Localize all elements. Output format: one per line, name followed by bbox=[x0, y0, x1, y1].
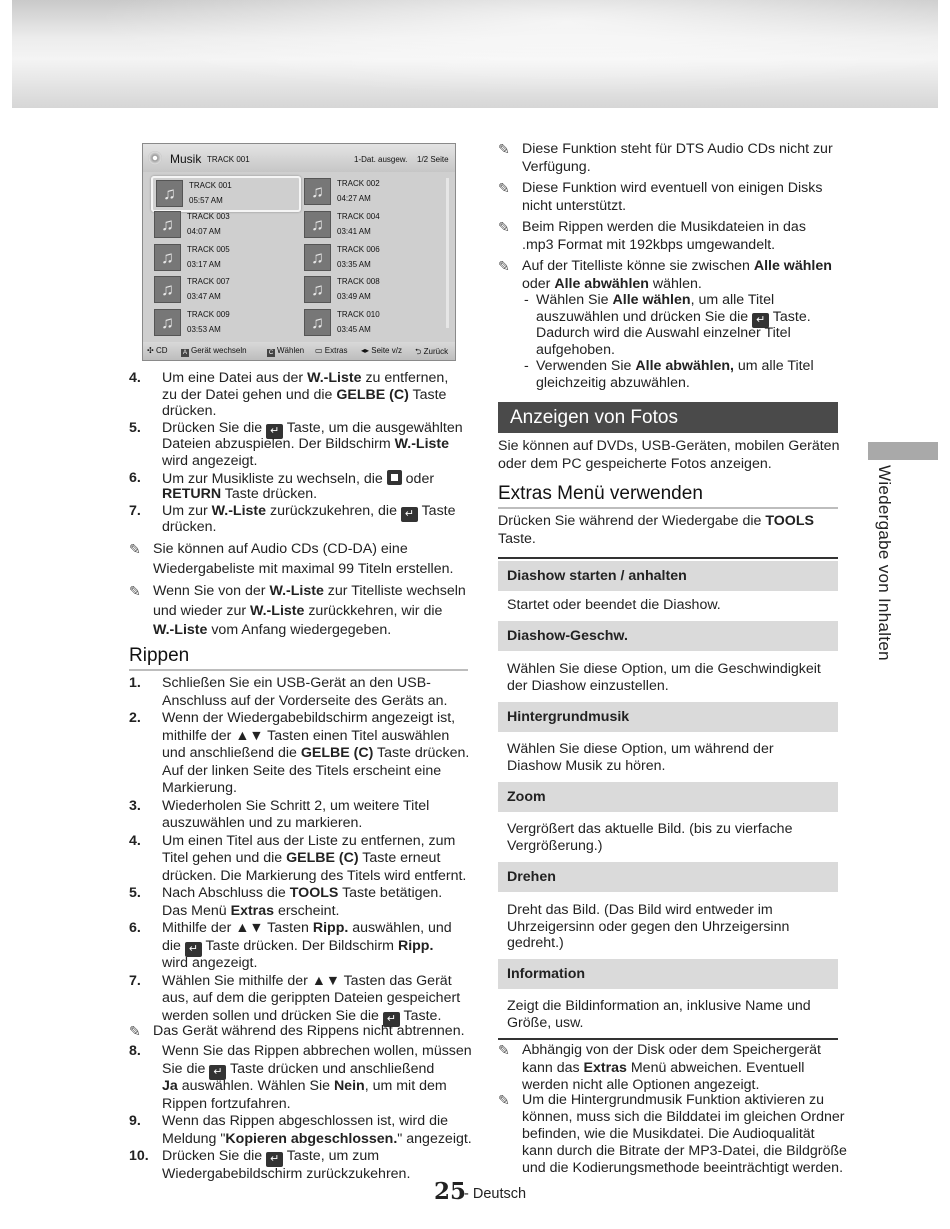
step-text: wird angezeigt. bbox=[162, 453, 258, 469]
screen-selected: 1-Dat. ausgew. bbox=[354, 155, 408, 164]
right-note: Beim Rippen werden die Musikdateien in das bbox=[522, 219, 806, 235]
step-number: 6. bbox=[129, 920, 141, 936]
rippen-step-text: Mithilfe der ▲▼ Tasten Ripp. auswählen, und bbox=[162, 920, 452, 936]
track-time: 03:53 AM bbox=[187, 325, 221, 335]
extras-title: Extras Menü verwenden bbox=[498, 483, 703, 504]
track-name: TRACK 009 bbox=[187, 310, 230, 320]
step-number: 10. bbox=[129, 1148, 149, 1164]
end-note-text: kann durch die Bitrate der MP3-Datei, die Bildgröße bbox=[522, 1143, 847, 1159]
track-time: 03:35 AM bbox=[337, 259, 371, 269]
rippen-step-text: werden sollen und drücken Sie die ↵ Taste. bbox=[162, 1007, 442, 1025]
music-note-icon: ♫ bbox=[304, 276, 331, 303]
enter-key-icon: ↵ bbox=[209, 1065, 226, 1080]
note-icon: ✎ bbox=[498, 219, 510, 235]
track-tile[interactable] bbox=[301, 274, 447, 306]
rippen-step-text: wird angezeigt. bbox=[162, 955, 258, 971]
step-number: 7. bbox=[129, 972, 141, 989]
table-row-desc: Vergrößert das aktuelle Bild. (bis zu vierfache bbox=[507, 821, 793, 837]
music-note-icon: ♫ bbox=[156, 180, 183, 207]
enter-key-icon: ↵ bbox=[266, 1152, 283, 1167]
table-row-header: Information bbox=[498, 959, 838, 989]
table-row-desc: Wählen Sie diese Option, um während der bbox=[507, 741, 774, 757]
note-text: W.-Liste vom Anfang wiedergegeben. bbox=[153, 622, 392, 638]
end-note-text: und die Kodierungsmethode beeinträchtigt werden. bbox=[522, 1160, 844, 1176]
step-number: 6. bbox=[129, 469, 141, 486]
footer-page: ◂▸ Seite v/z bbox=[361, 346, 402, 355]
track-name: TRACK 006 bbox=[337, 244, 380, 254]
step-text: Um zur Musikliste zu wechseln, die oder bbox=[162, 470, 435, 487]
section-banner: Anzeigen von Fotos bbox=[498, 402, 838, 433]
note-icon: ✎ bbox=[129, 583, 141, 599]
rippen-step-text: aus, auf dem die gerippten Dateien gespeichert bbox=[162, 990, 461, 1006]
track-tile[interactable] bbox=[151, 274, 297, 306]
side-label: Wiedergabe von Inhalten bbox=[875, 465, 894, 661]
music-note-icon: ♫ bbox=[304, 178, 331, 205]
track-time: 03:47 AM bbox=[187, 292, 221, 302]
rippen-step-text: Wiederholen Sie Schritt 2, um weitere Titel bbox=[162, 797, 430, 814]
track-tile[interactable] bbox=[301, 176, 447, 208]
rippen-step-text: Schließen Sie ein USB-Gerät an den USB- bbox=[162, 675, 431, 691]
rippen-step-text: auszuwählen und zu markieren. bbox=[162, 815, 363, 831]
right-note: Verfügung. bbox=[522, 159, 591, 175]
track-time: 04:27 AM bbox=[337, 194, 371, 203]
rippen-step-text: Wenn der Wiedergabebildschirm angezeigt ist, bbox=[162, 710, 456, 726]
table-row-desc: Vergrößerung.) bbox=[507, 837, 603, 854]
sub-note-text: Verwenden Sie Alle abwählen, um alle Titel bbox=[536, 358, 814, 374]
screen-footer bbox=[143, 342, 455, 360]
step-number: 5. bbox=[129, 419, 141, 436]
rippen-step-text: und anschließend die GELBE (C) Taste drücken. bbox=[162, 745, 470, 761]
track-name: TRACK 005 bbox=[187, 244, 230, 254]
step-text: zu der Datei gehen und die GELBE (C) Taste bbox=[162, 386, 447, 403]
note-icon: ✎ bbox=[129, 1023, 141, 1039]
table-row-header: Diashow-Geschw. bbox=[498, 621, 838, 651]
step-text: Um zur W.-Liste zurückzukehren, die ↵ Taste bbox=[162, 502, 456, 520]
track-time: 03:45 AM bbox=[337, 325, 371, 335]
dash-marker: - bbox=[524, 358, 529, 374]
rippen-step-text: Nach Abschluss die TOOLS Taste betätigen. bbox=[162, 885, 443, 901]
note-icon: ✎ bbox=[498, 1042, 510, 1058]
track-time: 03:41 AM bbox=[337, 226, 371, 236]
note-text: und wieder zur W.-Liste zurückkehren, wir die bbox=[153, 602, 443, 619]
screen-topbar bbox=[143, 144, 455, 172]
table-row-header: Drehen bbox=[498, 862, 838, 892]
table-row-desc: Uhrzeigersinn oder gegen den Uhrzeigersinn bbox=[507, 918, 790, 935]
note-icon: ✎ bbox=[498, 1092, 510, 1108]
track-time: 03:49 AM bbox=[337, 292, 371, 302]
track-time: 05:57 AM bbox=[189, 196, 223, 205]
right-note: Auf der Titelliste könne sie zwischen Alle wählen bbox=[522, 258, 832, 274]
rippen-step-text: Sie die ↵ Taste drücken und anschließend bbox=[162, 1060, 435, 1078]
track-name: TRACK 001 bbox=[189, 181, 232, 190]
step-number: 2. bbox=[129, 710, 141, 726]
note-icon: ✎ bbox=[498, 180, 510, 196]
step-number: 7. bbox=[129, 502, 141, 519]
dash-marker: - bbox=[524, 292, 529, 308]
note-icon: ✎ bbox=[129, 541, 141, 557]
step-number: 5. bbox=[129, 885, 141, 901]
screen-track: TRACK 001 bbox=[207, 155, 250, 164]
music-note-icon: ♫ bbox=[154, 309, 181, 336]
step-text: drücken. bbox=[162, 519, 217, 536]
music-note-icon: ♫ bbox=[304, 211, 331, 238]
rippen-step-text: Um einen Titel aus der Liste zu entfernen, zum bbox=[162, 832, 456, 849]
rippen-step-text: Drücken Sie die ↵ Taste, um zum bbox=[162, 1148, 380, 1165]
right-note: Diese Funktion wird eventuell von einigen Disks bbox=[522, 180, 823, 196]
track-grid bbox=[151, 176, 441, 338]
rippen-note: Das Gerät während des Rippens nicht abtrennen. bbox=[153, 1023, 465, 1039]
rippen-step-text: Rippen fortzufahren. bbox=[162, 1095, 291, 1112]
sub-note-text: auszuwählen und drücken Sie die ↵ Taste. bbox=[536, 308, 811, 326]
track-name: TRACK 007 bbox=[187, 277, 230, 287]
rippen-step-text: Wiedergabebildschirm zurückzukehren. bbox=[162, 1165, 411, 1182]
screen-title: Musik bbox=[170, 152, 202, 166]
footer-back: ⮌ Zurück bbox=[415, 347, 449, 356]
page-language: - Deutsch bbox=[464, 1186, 527, 1202]
table-row-desc: Wählen Sie diese Option, um die Geschwindigkeit bbox=[507, 661, 821, 677]
step-number: 4. bbox=[129, 370, 141, 386]
end-note-text: befinden, wie die Musikdatei. Die Audioqualität bbox=[522, 1126, 815, 1142]
disc-icon bbox=[148, 151, 162, 165]
extras-intro-text: Taste. bbox=[498, 531, 536, 547]
scrollbar[interactable] bbox=[446, 178, 449, 328]
table-top-line bbox=[498, 557, 838, 559]
right-note: Diese Funktion steht für DTS Audio CDs nicht zur bbox=[522, 141, 833, 157]
section-rule bbox=[129, 669, 468, 671]
track-tile[interactable] bbox=[151, 242, 297, 274]
music-note-icon: ♫ bbox=[154, 211, 181, 238]
sub-note-text: aufgehoben. bbox=[536, 341, 615, 358]
track-name: TRACK 004 bbox=[337, 211, 380, 221]
note-icon: ✎ bbox=[498, 141, 510, 157]
table-row-header: Diashow starten / anhalten bbox=[498, 561, 838, 591]
right-note: .mp3 Format mit 192kbps umgewandelt. bbox=[522, 237, 776, 253]
rippen-step-text: Das Menü Extras erscheint. bbox=[162, 902, 340, 919]
table-row-desc: Zeigt die Bildinformation an, inklusive Name und bbox=[507, 998, 811, 1014]
header-banner bbox=[12, 0, 938, 108]
side-tab-marker bbox=[868, 442, 938, 460]
stop-key-icon bbox=[387, 470, 402, 485]
note-icon: ✎ bbox=[498, 258, 510, 274]
end-note-text: können, muss sich die Bilddatei im gleichen Ordner bbox=[522, 1109, 845, 1125]
music-note-icon: ♫ bbox=[154, 276, 181, 303]
track-time: 03:17 AM bbox=[187, 259, 221, 269]
music-note-icon: ♫ bbox=[304, 244, 331, 271]
step-number: 1. bbox=[129, 675, 141, 691]
note-text: Wenn Sie von der W.-Liste zur Titelliste wechseln bbox=[153, 583, 466, 599]
track-name: TRACK 010 bbox=[337, 310, 380, 320]
rippen-step-text: drücken. Die Markierung des Titels wird entfernt. bbox=[162, 867, 467, 884]
enter-key-icon: ↵ bbox=[383, 1012, 400, 1027]
rippen-step-text: die ↵ Taste drücken. Der Bildschirm Ripp. bbox=[162, 937, 434, 955]
rippen-step-text: Auf der linken Seite des Titels erscheint eine bbox=[162, 762, 442, 779]
table-row-header: Zoom bbox=[498, 782, 838, 812]
end-note-text: werden nicht alle Optionen angezeigt. bbox=[522, 1077, 760, 1093]
table-row-header: Hintergrundmusik bbox=[498, 702, 838, 732]
track-tile[interactable] bbox=[301, 209, 447, 241]
music-note-icon: ♫ bbox=[154, 244, 181, 271]
intro-text: Sie können auf DVDs, USB-Geräten, mobilen Geräten bbox=[498, 438, 840, 454]
track-tile[interactable] bbox=[151, 307, 297, 339]
enter-key-icon: ↵ bbox=[266, 424, 283, 439]
end-note-text: Um die Hintergrundmusik Funktion aktivieren zu bbox=[522, 1092, 825, 1108]
sub-note-text: Wählen Sie Alle wählen, um alle Titel bbox=[536, 292, 775, 308]
track-name: TRACK 003 bbox=[187, 211, 230, 221]
table-bottom-line bbox=[498, 1038, 838, 1040]
end-note-text: kann das Extras Menü abweichen. Eventuell bbox=[522, 1059, 805, 1076]
table-row-desc: Größe, usw. bbox=[507, 1014, 584, 1031]
enter-key-icon: ↵ bbox=[752, 313, 769, 328]
step-text: RETURN Taste drücken. bbox=[162, 486, 318, 503]
rippen-step-text: Meldung "Kopieren abgeschlossen." angezeigt. bbox=[162, 1130, 472, 1147]
track-time: 04:07 AM bbox=[187, 226, 221, 236]
intro-text: oder dem PC gespeicherte Fotos anzeigen. bbox=[498, 456, 772, 472]
footer-extras: ▭ Extras bbox=[315, 346, 348, 355]
table-row-desc: gedreht.) bbox=[507, 935, 564, 951]
section-title-rippen: Rippen bbox=[129, 645, 190, 666]
rippen-step-text: Wenn Sie das Rippen abbrechen wollen, müssen bbox=[162, 1043, 472, 1059]
step-number: 4. bbox=[129, 832, 141, 849]
track-tile[interactable] bbox=[151, 209, 297, 241]
enter-key-icon: ↵ bbox=[401, 507, 418, 522]
sub-note-text: Dadurch wird die Auswahl einzelner Titel bbox=[536, 325, 791, 341]
right-note: nicht unterstützt. bbox=[522, 198, 627, 214]
table-row-desc: der Diashow einzustellen. bbox=[507, 677, 669, 694]
track-name: TRACK 008 bbox=[337, 277, 380, 287]
end-note-text: Abhängig von der Disk oder dem Speichergerät bbox=[522, 1042, 821, 1058]
music-note-icon: ♫ bbox=[304, 309, 331, 336]
extras-intro-text: Drücken Sie während der Wiedergabe die TOOLS bbox=[498, 513, 814, 529]
track-tile[interactable] bbox=[151, 176, 301, 212]
track-tile[interactable] bbox=[301, 307, 447, 339]
step-text: drücken. bbox=[162, 403, 217, 420]
rippen-step-text: Markierung. bbox=[162, 780, 237, 796]
track-name: TRACK 002 bbox=[337, 179, 380, 188]
page-number: 25 bbox=[434, 1178, 467, 1205]
step-text: Um eine Datei aus der W.-Liste zu entfernen, bbox=[162, 370, 449, 386]
note-text: Wiedergabeliste mit maximal 99 Titeln erstellen. bbox=[153, 560, 454, 577]
rippen-step-text: Anschluss auf der Vorderseite des Geräts an. bbox=[162, 692, 448, 709]
extras-rule bbox=[498, 507, 838, 509]
rippen-step-text: mithilfe der ▲▼ Tasten einen Titel auswählen bbox=[162, 727, 450, 744]
sub-note-text: gleichzeitig abzuwählen. bbox=[536, 374, 690, 391]
table-row-desc: Dreht das Bild. (Das Bild wird entweder im bbox=[507, 902, 773, 918]
table-row-desc: Diashow Musik zu hören. bbox=[507, 757, 666, 774]
rippen-step-text: Ja auswählen. Wählen Sie Nein, um mit dem bbox=[162, 1078, 447, 1094]
note-text: Sie können auf Audio CDs (CD-DA) eine bbox=[153, 541, 408, 557]
enter-key-icon: ↵ bbox=[185, 942, 202, 957]
step-text: Dateien abzuspielen. Der Bildschirm W.-Liste bbox=[162, 436, 450, 453]
footer-cd: ✣ CD bbox=[147, 346, 168, 355]
step-number: 3. bbox=[129, 797, 141, 814]
step-number: 9. bbox=[129, 1113, 141, 1129]
right-note: oder Alle abwählen wählen. bbox=[522, 276, 702, 292]
track-tile[interactable] bbox=[301, 242, 447, 274]
rippen-step-text: Titel gehen und die GELBE (C) Taste erneut bbox=[162, 850, 441, 866]
rippen-step-text: Wählen Sie mithilfe der ▲▼ Tasten das Gerät bbox=[162, 972, 452, 989]
table-row-desc: Startet oder beendet die Diashow. bbox=[507, 597, 721, 613]
footer-device: A Gerät wechseln bbox=[182, 346, 247, 356]
rippen-step-text: Wenn das Rippen abgeschlossen ist, wird die bbox=[162, 1113, 449, 1129]
step-text: Drücken Sie die ↵ Taste, um die ausgewählten bbox=[162, 419, 463, 437]
screen-page: 1/2 Seite bbox=[417, 155, 449, 164]
step-number: 8. bbox=[129, 1043, 141, 1059]
music-screen bbox=[142, 143, 456, 361]
footer-select: C Wählen bbox=[268, 346, 305, 356]
